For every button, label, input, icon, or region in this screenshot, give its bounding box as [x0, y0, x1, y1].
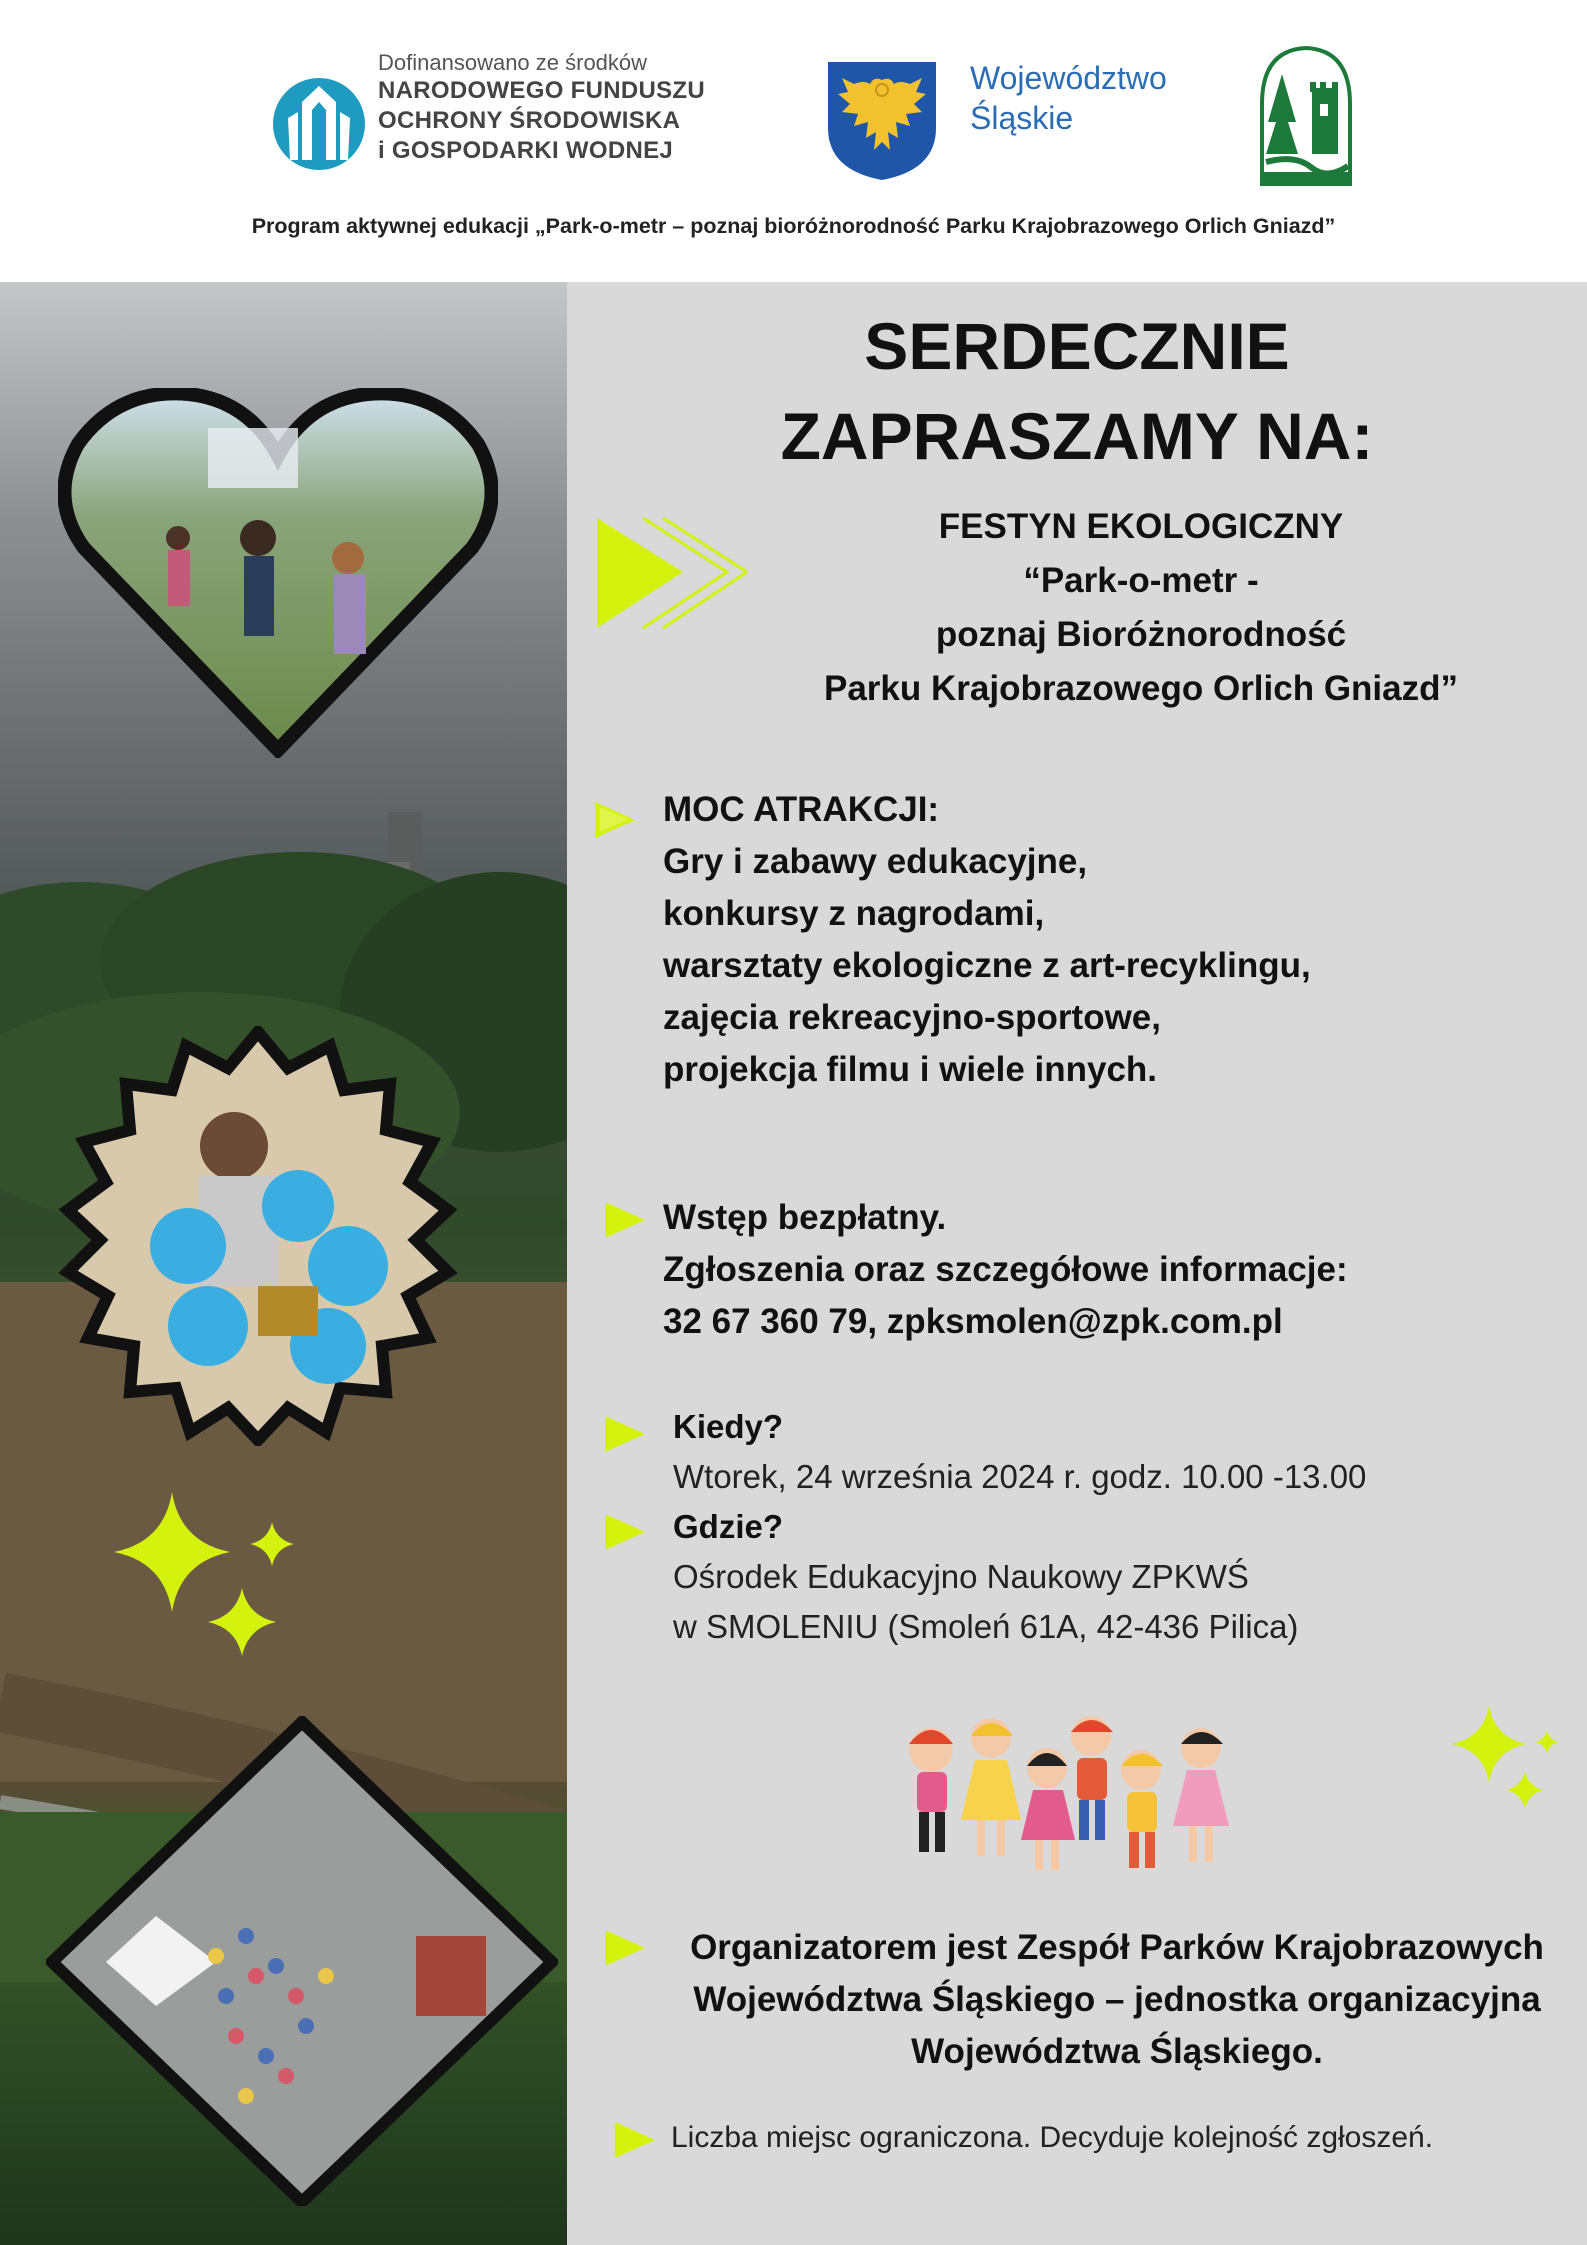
sparkle-icon [112, 1492, 302, 1662]
nfosigw-small-line: Dofinansowano ze środków [378, 50, 648, 75]
arrow-bullet-icon [601, 1510, 649, 1554]
children-dancing-illustration [891, 1710, 1241, 1880]
festival-title-line: “Park-o-metr - [1023, 561, 1259, 600]
silesia-eagle-crest-icon [824, 58, 940, 182]
headline-line: ZAPRASZAMY NA: [780, 399, 1374, 473]
region-line: Województwo [970, 60, 1167, 96]
content-panel [567, 282, 1587, 2245]
headline-line: SERDECZNIE [864, 309, 1290, 383]
nfosigw-line: i GOSPODARKI WODNEJ [378, 137, 674, 164]
arrow-bullet-icon [591, 798, 639, 842]
where-line: w SMOLENIU (Smoleń 61A, 42-436 Pilica) [673, 1608, 1299, 1645]
when-label: Kiedy? [673, 1408, 784, 1445]
photo-collage [0, 282, 567, 2245]
nfosigw-logo-icon [272, 72, 366, 176]
organizer-line: Województwa Śląskiego. [911, 2032, 1323, 2071]
admission-line: Zgłoszenia oraz szczegółowe informacje: [663, 1250, 1348, 1289]
nfosigw-line: NARODOWEGO FUNDUSZU [378, 77, 706, 104]
festival-title-line: FESTYN EKOLOGICZNY [938, 507, 1344, 546]
attractions-line: konkursy z nagrodami, [663, 894, 1045, 933]
park-castle-logo-icon [1256, 44, 1356, 190]
capacity-note: Liczba miejsc ograniczona. Decyduje kolejność zgłoszeń. [671, 2121, 1434, 2154]
diamond-crowd-photo [46, 1716, 558, 2206]
where-label: Gdzie? [673, 1508, 784, 1545]
attractions-line: projekcja filmu i wiele innych. [663, 1050, 1158, 1089]
arrow-bullet-icon [601, 1412, 649, 1456]
attractions-block [663, 784, 1311, 1096]
admission-block [663, 1192, 1348, 1348]
contact-line: 32 67 360 79, zpksmolen@zpk.com.pl [663, 1302, 1283, 1341]
sparkle-icon [1453, 1702, 1563, 1812]
region-line: Śląskie [970, 100, 1074, 136]
when-value: Wtorek, 24 września 2024 r. godz. 10.00 -13.00 [673, 1458, 1367, 1495]
arrow-bullet-icon [611, 2118, 659, 2162]
nfosigw-text [378, 50, 705, 166]
admission-line: Wstęp bezpłatny. [663, 1198, 947, 1237]
attractions-line: warsztaty ekologiczne z art-recyklingu, [663, 946, 1311, 985]
organizer-line: Organizatorem jest Zespół Parków Krajobrazowych [690, 1928, 1544, 1967]
attractions-heading: MOC ATRAKCJI: [663, 790, 940, 829]
region-name [970, 58, 1167, 138]
nfosigw-line: OCHRONY ŚRODOWISKA [378, 107, 681, 134]
program-title: Program aktywnej edukacji „Park-o-metr – poznaj bioróżnorodność Parku Krajobrazowego Orlich Gniazd” [251, 214, 1336, 238]
arrow-bullet-icon [601, 1198, 649, 1242]
organizer-line: Województwa Śląskiego – jednostka organizacyjna [693, 1980, 1541, 2019]
attractions-line: Gry i zabawy edukacyjne, [663, 842, 1088, 881]
starburst-photo [48, 1026, 468, 1446]
arrow-bullet-icon [601, 1926, 649, 1970]
sponsor-header [0, 0, 1587, 282]
festival-title-line: Parku Krajobrazowego Orlich Gniazd” [823, 669, 1459, 708]
festival-title-line: poznaj Bioróżnorodność [935, 615, 1347, 654]
heart-photo [58, 388, 498, 758]
where-line: Ośrodek Edukacyjno Naukowy ZPKWŚ [673, 1558, 1249, 1595]
attractions-line: zajęcia rekreacyjno-sportowe, [663, 998, 1161, 1037]
